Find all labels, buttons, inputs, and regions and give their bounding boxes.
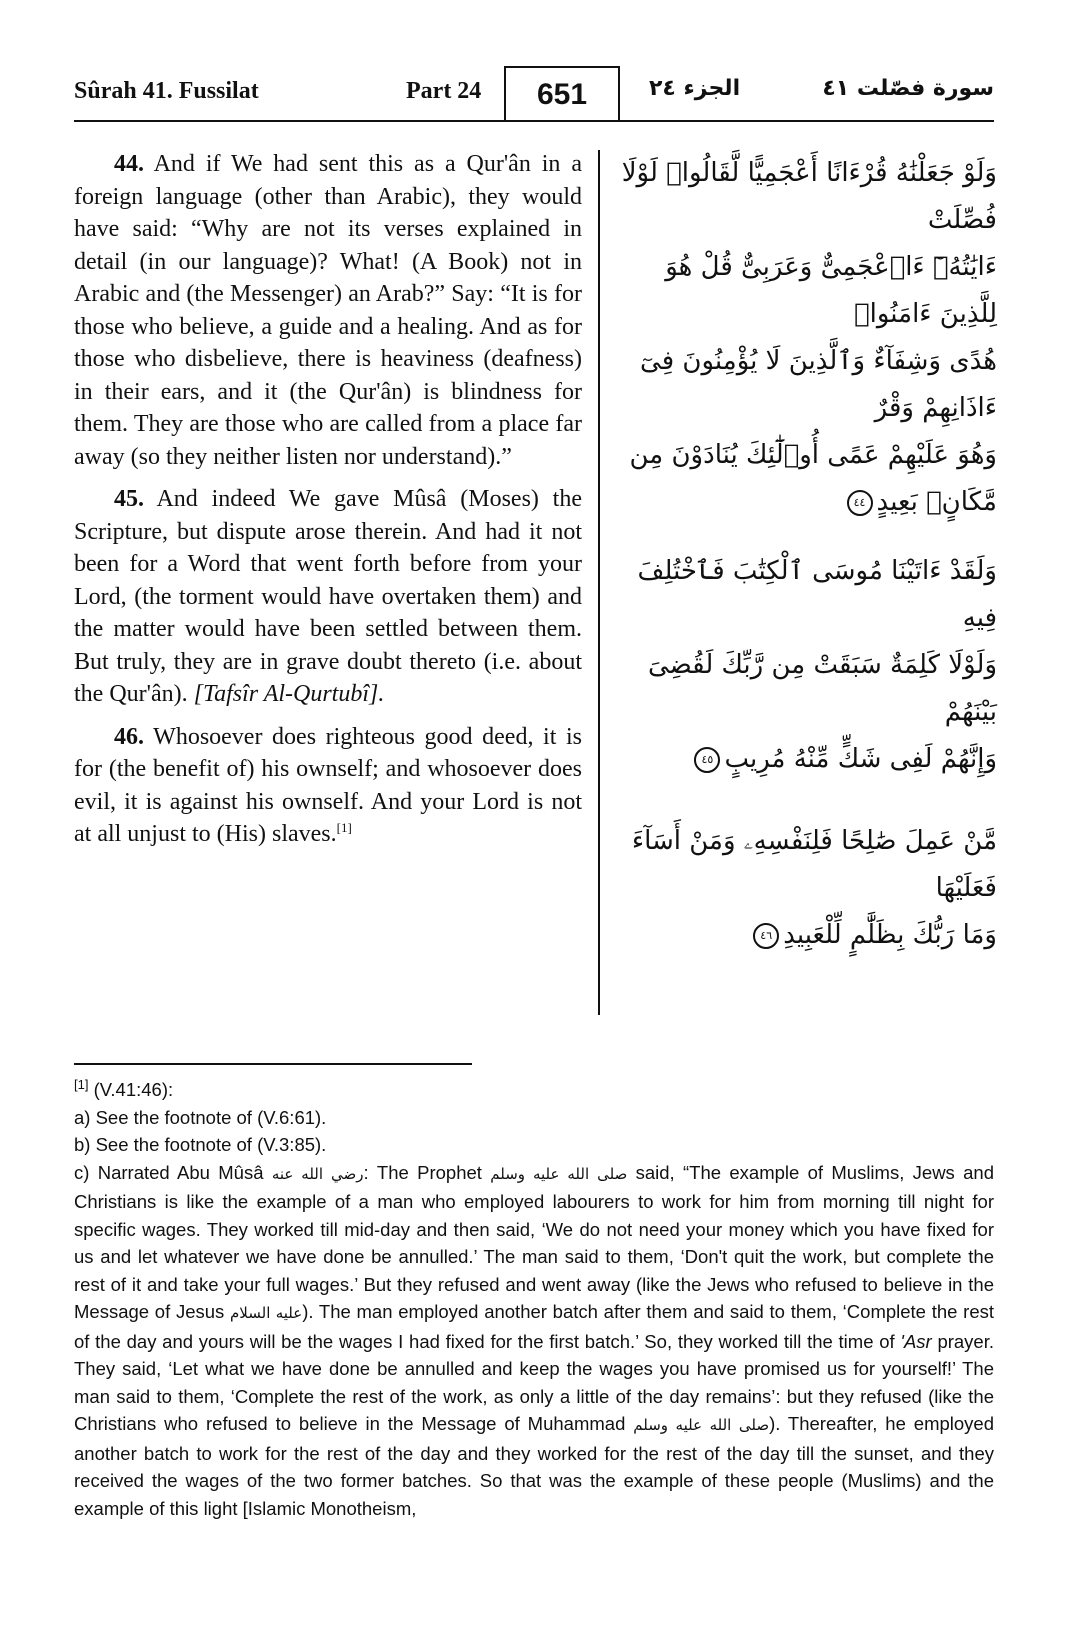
footnote-text: c) Narrated Abu Mûsâ bbox=[74, 1161, 272, 1183]
arabic-line-text: وَإِنَّهُمْ لَفِى شَكٍّ مِّنْهُ مُرِيبٍ bbox=[724, 744, 997, 774]
arabic-line: مَّنْ عَمِلَ صَٰلِحًا فَلِنَفْسِهِۦ وَمَنْ أَسَآءَ فَعَلَيْهَا bbox=[631, 826, 997, 903]
verse-text: And if We had sent this as a Qur'ân in a foreign language (other than Arabic), they would have said: “Why are not its verses explained in detail (in our language)? What! (A Book) not in Arabic and (the Messenger) an Arab?” Say: “It is for those who believe, a guide and a healing. And as for those who disbelieve, there is heaviness (deafness) in their ears, and it (the Qur'ân) is blindness for them. They are those who are called from a place far away (so they neither listen nor understand).” bbox=[74, 151, 582, 470]
verse-number: 45. bbox=[114, 486, 144, 512]
verse-46-arabic bbox=[612, 818, 997, 959]
ayah-end-marker: ٤٤ bbox=[847, 490, 873, 516]
surah-title-en: Sûrah 41. Fussilat bbox=[74, 78, 259, 104]
verse-number: 46. bbox=[114, 723, 144, 750]
arabic-line: وَهُوَ عَلَيْهِمْ عَمًى أُو۟لَٰٓئِكَ يُنَادَوْنَ مِن bbox=[629, 440, 997, 470]
arabic-line-text: مَّكَانٍۭ بَعِيدٍ bbox=[876, 487, 997, 517]
translation-column bbox=[74, 148, 582, 851]
part-label-ar: الجزء ٢٤ bbox=[649, 76, 741, 101]
footnote-text: ). Thereafter, he employed another batch to work for the rest of the day and they worked for the rest of the day till the sunset, and they received the wages of the two former batches. So that was the example of these people (Muslims) and the example of this light [Islamic Monotheism, bbox=[74, 1413, 994, 1519]
footnote-c bbox=[74, 1159, 994, 1523]
arabic-line: وَلَقَدْ ءَاتَيْنَا مُوسَى ٱلْكِتَٰبَ فَٱخْتُلِفَ فِيهِ bbox=[637, 556, 997, 633]
header-rule bbox=[74, 120, 994, 122]
arabic-line: وَلَوْ جَعَلْنَٰهُ قُرْءَانًا أَعْجَمِيًّا لَّقَالُوا۟ لَوْلَا فُصِّلَتْ bbox=[621, 158, 997, 235]
asr-term: 'Asr bbox=[900, 1330, 932, 1352]
footnote-text: : The Prophet bbox=[363, 1161, 491, 1183]
footnotes bbox=[74, 1076, 994, 1522]
honorific-ar: صلى الله عليه وسلم bbox=[490, 1164, 628, 1183]
arabic-line-text: وَمَا رَبُّكَ بِظَلَّٰمٍ لِّلْعَبِيدِ bbox=[783, 920, 997, 950]
honorific-ar: رضي الله عنه bbox=[271, 1164, 364, 1183]
ayah-end-marker: ٤٥ bbox=[694, 747, 720, 773]
verse-46-translation bbox=[74, 721, 582, 851]
honorific-ar: صلى الله عليه وسلم bbox=[633, 1416, 770, 1434]
footnote-rule bbox=[74, 1063, 472, 1065]
footnote-text: prayer. They said, ‘Let what we have done be annulled and keep the wages you have promised us for yourself!’ The man said to them, ‘Complete the rest of the work, as only a little of the day remains’: but they refused (like the Christians who refused to believe in the Message of Muhammad bbox=[74, 1330, 994, 1434]
verse-45-translation bbox=[74, 483, 582, 711]
footnote-ref: [1] bbox=[336, 820, 352, 835]
verse-44-arabic bbox=[612, 150, 997, 526]
footnote-a: a) See the footnote of (V.6:61). bbox=[74, 1106, 327, 1128]
arabic-line bbox=[612, 479, 997, 526]
column-divider bbox=[598, 150, 600, 1015]
ayah-end-marker: ٤٦ bbox=[753, 923, 779, 949]
tafsir-reference: [Tafsîr Al-Qurtubî]. bbox=[193, 681, 385, 707]
page-number: 651 bbox=[536, 78, 588, 111]
footnote-ref-text: (V.41:46): bbox=[88, 1079, 174, 1100]
part-label-en: Part 24 bbox=[406, 78, 482, 104]
verse-text: And indeed We gave Mûsâ (Moses) the Scripture, but dispute arose therein. And had it not been for a Word that went forth before from your Lord, (the torment would have overtaken them) and the matter would have been settled between them. But truly, they are in grave doubt thereto (i.e. about the Qur'ân). bbox=[74, 486, 582, 707]
footnote-text: said, “The example of Muslims, Jews and Christians is like the example of a man who employed labourers to work for him from morning till night for specific wages. They worked till mid-day and then said, ‘We do not need your money which you have fixed for us and let whatever we have done be annulled.’ The man said to them, ‘Don't quit the work, but complete the rest of it and take your full wages.’ But they refused and went away (like the Jews who refused to believe in the Message of Jesus bbox=[74, 1161, 994, 1322]
footnote-text: ). The man employed another batch after them and said to them, ‘Complete the rest of the day and yours will be the wages I had fixed for the first batch.’ So, they worked till the time of bbox=[74, 1301, 994, 1352]
verse-text: Whosoever does righteous good deed, it is for (the benefit of) his ownself; and whosoever does evil, it is against his ownself. And your Lord is not at all unjust to (His) slaves. bbox=[74, 723, 582, 847]
arabic-line: وَلَوْلَا كَلِمَةٌ سَبَقَتْ مِن رَّبِّكَ لَقُضِىَ بَيْنَهُمْ bbox=[647, 650, 997, 727]
arabic-line bbox=[612, 736, 997, 783]
arabic-line: هُدًى وَشِفَآءٌ وَٱلَّذِينَ لَا يُؤْمِنُونَ فِىٓ ءَاذَانِهِمْ وَقْرٌ bbox=[640, 346, 997, 423]
arabic-line: ءَايَٰتُهُۥٓ ءَا۬عْجَمِىٌّ وَعَرَبِىٌّ قُلْ هُوَ لِلَّذِينَ ءَامَنُوا۟ bbox=[665, 252, 997, 329]
verse-45-arabic bbox=[612, 548, 997, 783]
arabic-line bbox=[612, 912, 997, 959]
footnote-b: b) See the footnote of (V.3:85). bbox=[74, 1134, 327, 1155]
footnote-mark: [1] bbox=[74, 1076, 89, 1092]
page-header bbox=[74, 70, 994, 120]
surah-title-ar: سورة فصّلت ٤١ bbox=[822, 76, 994, 101]
honorific-ar: عليه السلام bbox=[230, 1304, 303, 1322]
verse-number: 44. bbox=[114, 151, 144, 177]
page-number-box bbox=[504, 66, 620, 122]
verse-44-translation bbox=[74, 148, 582, 473]
footnote-heading bbox=[74, 1076, 994, 1104]
